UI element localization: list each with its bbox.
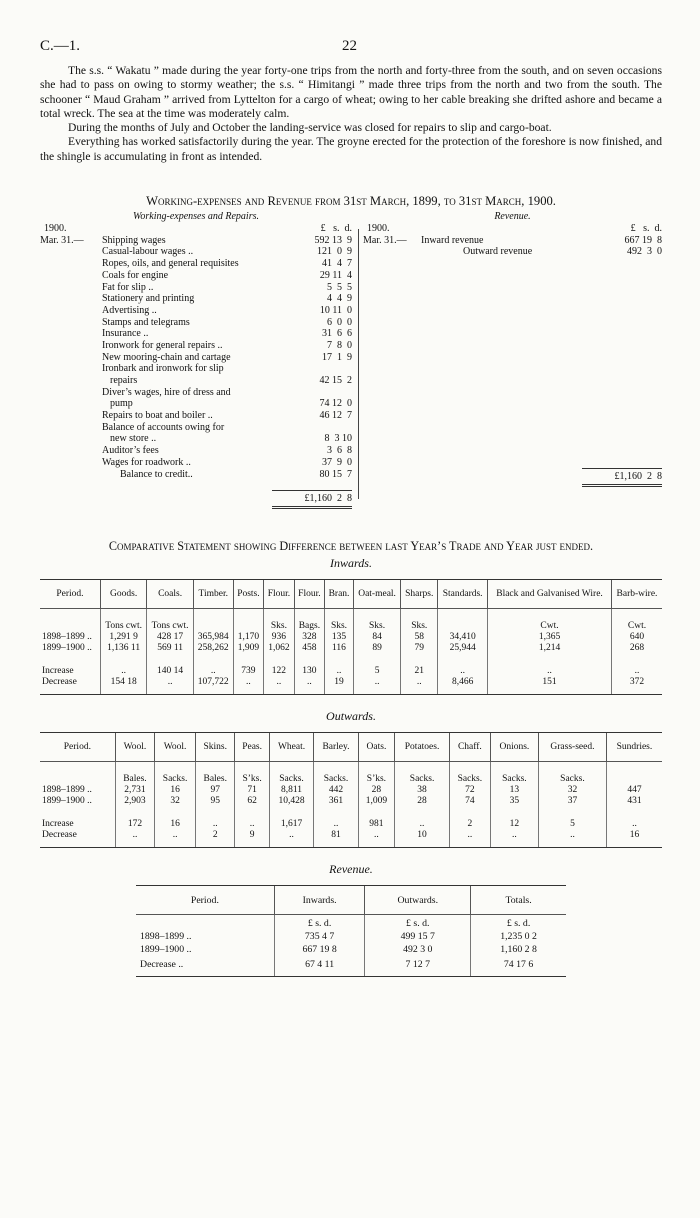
column-header: Period. [40,733,115,762]
table-header-row [136,886,566,915]
table-cell: 328 [294,632,324,643]
table-cell: 447 [606,785,662,796]
column-header: Peas. [235,733,269,762]
document-page [40,38,662,977]
unit-cell [40,774,115,785]
expenses-column [40,211,352,504]
unit-cell: Sacks. [539,774,607,785]
account-item-label: Wages for roadwork .. [102,456,191,468]
table-row [40,632,662,643]
column-header: Totals. [471,886,566,915]
table-cell: 107,722 [193,677,233,695]
table-cell: 151 [488,677,612,695]
table-cell: 9 [235,830,269,848]
inwards-heading: Inwards. [330,556,372,571]
expenses-list [40,235,352,480]
table-cell: .. [264,677,294,695]
inwards-table [40,579,662,695]
column-header: Sundries. [606,733,662,762]
table-cell: 981 [358,819,394,830]
year-label: 1900. [367,223,390,235]
account-item-amount: 8 3 10 [324,433,352,445]
difference-row [136,958,566,977]
date-label: Mar. 31.— [40,234,84,246]
account-row [40,282,352,294]
unit-cell: £ s. d. [365,917,471,930]
unit-cell [606,774,662,785]
table-cell: 1,291 9 [100,632,146,643]
account-row [40,246,352,258]
account-item-amount: 74 12 0 [319,398,352,410]
table-cell: 428 17 [147,632,193,643]
column-header: Potatoes. [395,733,450,762]
table-cell: .. [401,677,438,695]
table-cell: 739 [233,666,264,677]
table-header-row [40,580,662,609]
column-header: Period. [136,886,274,915]
money-header: £ s. d. [320,223,352,235]
table-cell: 74 [449,796,490,807]
revenue-heading: Revenue. [494,211,531,223]
table-cell: 10,428 [269,796,314,807]
revenue-total: £1,160 2 8 [614,471,662,483]
table-cell: .. [606,819,662,830]
table-cell: 499 15 7 [365,930,471,943]
unit-cell: Sacks. [314,774,358,785]
unit-cell: Sks. [401,621,438,632]
table-cell: 71 [235,785,269,796]
unit-cell [438,621,488,632]
account-row [40,445,352,457]
table-cell: 1899–1900 .. [42,643,92,654]
account-row [40,387,352,399]
outwards-table [40,732,662,848]
unit-cell: Tons cwt. [147,621,193,632]
table-cell: 442 [314,785,358,796]
table-cell: 140 14 [147,666,193,677]
table-cell: 81 [314,830,358,848]
account-item-amount: 17 1 9 [322,351,352,363]
accounts-statement [40,211,662,533]
table-cell: 268 [611,643,662,654]
document-reference: C.—1. [40,38,81,54]
page-number: 22 [342,38,357,54]
account-item-label: Balance of accounts owing for [102,421,225,433]
account-row [40,293,352,305]
table-cell: 667 19 8 [274,943,365,956]
table-cell: .. [233,677,264,695]
account-item-amount: 121 0 9 [317,246,352,258]
table-row [136,943,566,956]
table-cell: 372 [611,677,662,695]
column-header: Timber. [193,580,233,609]
unit-cell: S’ks. [235,774,269,785]
table-cell: .. [115,830,154,848]
table-cell: 13 [490,785,538,796]
table-header-row [40,733,662,762]
unit-cell: Sacks. [155,774,196,785]
unit-cell: £ s. d. [274,917,365,930]
table-cell: 122 [264,666,294,677]
unit-cell: Bags. [294,621,324,632]
table-cell: 97 [196,785,235,796]
table-cell: .. [438,666,488,677]
account-item-amount: 492 3 0 [627,246,662,258]
account-item-label: Coals for engine [102,269,169,281]
table-cell: .. [269,830,314,848]
account-row [40,258,352,270]
unit-cell: Bales. [196,774,235,785]
table-cell: 1,365 [488,632,612,643]
unit-cell: Sacks. [395,774,450,785]
account-item-label: Ropes, oils, and general requisites [102,258,239,270]
account-item-amount: 667 19 8 [624,234,662,246]
table-cell: 28 [395,796,450,807]
table-cell: 1899–1900 .. [42,796,92,807]
unit-cell: Sacks. [269,774,314,785]
account-item-label: Ironbark and ironwork for slip [102,363,224,375]
account-row [40,305,352,317]
table-cell: .. [196,819,235,830]
table-cell: 37 [539,796,607,807]
column-header: Barley. [314,733,358,762]
units-row [136,917,566,930]
column-header: Period. [40,580,100,609]
table-cell: 1,617 [269,819,314,830]
table-cell: 38 [395,785,450,796]
table-cell: 2,903 [115,796,154,807]
unit-cell: Bales. [115,774,154,785]
table-cell: .. [325,666,354,677]
column-header: Onions. [490,733,538,762]
table-cell: 5 [353,666,400,677]
account-row [40,317,352,329]
table-cell: 1,214 [488,643,612,654]
table-cell: 1899–1900 .. [140,944,192,956]
account-row [40,375,352,387]
account-item-label: Shipping wages [102,234,166,246]
account-row [40,422,352,434]
account-row [40,340,352,352]
table-cell: Increase [42,666,74,677]
table-row [136,930,566,943]
account-item-amount: 29 11 4 [319,269,352,281]
date-label: Mar. 31.— [363,234,407,246]
table-cell: 258,262 [193,643,233,654]
account-item-label: Outward revenue [463,246,533,258]
money-header: £ s. d. [630,223,662,235]
table-cell: 936 [264,632,294,643]
table-cell: 569 11 [147,643,193,654]
table-cell: 32 [539,785,607,796]
column-header: Posts. [233,580,264,609]
account-row [363,246,662,258]
unit-cell [233,621,264,632]
account-row [40,235,352,247]
table-cell: 10 [395,830,450,848]
account-item-label: Casual-labour wages .. [102,246,194,258]
account-item-label: Repairs to boat and boiler .. [102,410,213,422]
table-cell: .. [314,819,358,830]
account-row [40,328,352,340]
account-item-amount: 4 4 9 [327,293,352,305]
table-cell: .. [235,819,269,830]
table-cell: 1,136 11 [100,643,146,654]
difference-row [40,830,662,848]
table-cell: 5 [539,819,607,830]
table-cell: 32 [155,796,196,807]
column-header: Oats. [358,733,394,762]
table-cell: 58 [401,632,438,643]
table-cell: 1,009 [358,796,394,807]
account-item-amount: 37 9 0 [322,456,352,468]
table-cell: 21 [401,666,438,677]
table-cell: 12 [490,819,538,830]
column-header: Oat-meal. [353,580,400,609]
account-item-label: Ironwork for general repairs .. [102,339,223,351]
expenses-total: £1,160 2 8 [304,493,352,505]
table-cell: 1,909 [233,643,264,654]
column-header: Flour. [264,580,294,609]
table-cell: .. [358,830,394,848]
expenses-heading: Working-expenses and Repairs. [133,211,259,223]
units-row [40,774,662,785]
account-item-label: Auditor’s fees [102,445,159,457]
table-row [40,643,662,654]
difference-row [40,666,662,677]
table-cell: .. [539,830,607,848]
table-cell: 8,466 [438,677,488,695]
account-item-label: Insurance .. [102,328,149,340]
table-cell: .. [611,666,662,677]
outwards-heading: Outwards. [326,709,376,724]
table-cell: 62 [235,796,269,807]
unit-cell [40,621,100,632]
difference-row [40,819,662,830]
account-item-label: Diver’s wages, hire of dress and [102,386,231,398]
table-cell: 2 [196,830,235,848]
account-row [40,410,352,422]
account-row [40,457,352,469]
table-cell: 640 [611,632,662,643]
column-header: Goods. [100,580,146,609]
revenue-table-heading: Revenue. [329,862,373,877]
table-cell: 365,984 [193,632,233,643]
table-cell: 130 [294,666,324,677]
account-item-label: Balance to credit.. [120,468,193,480]
column-header: Grass-seed. [539,733,607,762]
table-cell: .. [395,819,450,830]
table-cell: .. [155,830,196,848]
column-header: Inwards. [274,886,365,915]
table-cell: 1,160 2 8 [471,943,566,956]
account-item-amount: 41 4 7 [322,258,352,270]
table-cell: .. [147,677,193,695]
table-cell: 67 4 11 [274,958,365,977]
unit-cell: £ s. d. [471,917,566,930]
accounts-title: Working-expenses and Revenue from 31st March, 1899, to 31st March, 1900. [146,194,556,209]
table-cell: 84 [353,632,400,643]
paragraph: During the months of July and October the landing-service was closed for repairs to slip and cargo-boat. [68,121,552,135]
table-cell: 74 17 6 [471,958,566,977]
revenue-list [363,235,662,258]
account-item-amount: 7 8 0 [327,339,352,351]
table-cell: 492 3 0 [365,943,471,956]
table-cell: 1,062 [264,643,294,654]
table-row [40,785,662,796]
account-item-amount: 42 15 2 [319,375,352,387]
account-item-amount: 6 0 0 [327,316,352,328]
account-item-amount: 3 6 8 [327,445,352,457]
table-cell: .. [490,830,538,848]
column-header: Outwards. [365,886,471,915]
account-row [40,469,352,481]
table-cell: 72 [449,785,490,796]
table-cell: 116 [325,643,354,654]
column-divider [358,229,359,499]
account-item-amount: 5 5 5 [327,281,352,293]
account-row [40,433,352,445]
year-label: 1900. [44,223,67,235]
table-cell: .. [294,677,324,695]
unit-cell: Sacks. [449,774,490,785]
table-cell: 735 4 7 [274,930,365,943]
account-row [40,363,352,375]
table-cell: 89 [353,643,400,654]
difference-row [40,677,662,695]
table-cell: 1898–1899 .. [42,632,92,643]
table-cell: 172 [115,819,154,830]
column-header: Flour. [294,580,324,609]
account-item-label: repairs [110,375,138,387]
table-cell: 19 [325,677,354,695]
units-row [40,621,662,632]
table-cell: 2 [449,819,490,830]
unit-cell [193,621,233,632]
unit-cell: Cwt. [611,621,662,632]
table-cell: .. [193,666,233,677]
account-item-label: Advertising .. [102,304,157,316]
table-cell: Decrease [40,677,100,695]
table-cell: 1,170 [233,632,264,643]
table-cell: .. [353,677,400,695]
account-item-label: pump [110,398,133,410]
table-cell: 154 18 [100,677,146,695]
account-item-amount: 80 15 7 [319,468,352,480]
table-cell: 8,811 [269,785,314,796]
table-cell: 135 [325,632,354,643]
column-header: Black and Galvanised Wire. [488,580,612,609]
account-item-label: Stamps and telegrams [102,316,190,328]
table-cell: 34,410 [438,632,488,643]
unit-cell: Sks. [264,621,294,632]
account-item-label: New mooring-chain and cartage [102,351,231,363]
table-cell: 361 [314,796,358,807]
account-row [40,398,352,410]
account-item-label: Inward revenue [421,234,484,246]
account-item-amount: 31 6 6 [322,328,352,340]
account-item-label: Stationery and printing [102,293,195,305]
unit-cell: Sks. [353,621,400,632]
unit-cell: Sacks. [490,774,538,785]
unit-cell: S’ks. [358,774,394,785]
table-cell: Decrease [40,830,115,848]
table-cell: 1898–1899 .. [140,931,192,943]
revenue-table [136,885,566,977]
table-cell: .. [100,666,146,677]
unit-cell [136,917,274,930]
account-row [40,270,352,282]
comparative-title: Comparative Statement showing Difference between last Year’s Trade and Year just ended. [108,539,594,554]
column-header: Sharps. [401,580,438,609]
column-header: Barb-wire. [611,580,662,609]
table-cell: 79 [401,643,438,654]
page-header [40,38,662,64]
table-cell: 1898–1899 .. [42,785,92,796]
paragraph: Everything has worked satisfactorily during the year. The groyne erected for the protection of the foreshore is now finished, and the shingle is accumulating in front as intended. [40,135,662,163]
table-cell: 2,731 [115,785,154,796]
column-header: Wheat. [269,733,314,762]
account-item-amount: 46 12 7 [319,410,352,422]
account-item-amount: 10 11 0 [319,304,352,316]
table-cell: 1,235 0 2 [471,930,566,943]
table-cell: 458 [294,643,324,654]
table-cell: Decrease .. [136,958,274,977]
column-header: Bran. [325,580,354,609]
unit-cell: Tons cwt. [100,621,146,632]
account-row [363,235,662,247]
table-cell: 16 [155,819,196,830]
table-cell: 28 [358,785,394,796]
table-cell: 431 [606,796,662,807]
column-header: Skins. [196,733,235,762]
account-item-label: Fat for slip .. [102,281,154,293]
revenue-column [363,211,662,482]
column-header: Coals. [147,580,193,609]
table-cell: 95 [196,796,235,807]
table-cell: 7 12 7 [365,958,471,977]
column-header: Chaff. [449,733,490,762]
table-cell: 16 [155,785,196,796]
table-cell: 16 [606,830,662,848]
table-cell: .. [449,830,490,848]
table-cell: 25,944 [438,643,488,654]
account-row [40,352,352,364]
column-header: Standards. [438,580,488,609]
column-header: Wool. [115,733,154,762]
table-cell: 35 [490,796,538,807]
account-item-label: new store .. [110,433,157,445]
unit-cell: Sks. [325,621,354,632]
paragraph: The s.s. “ Wakatu ” made during the year forty-one trips from the north and forty-three from the south, and on seven occasions she had to pass on owing to stormy weather; the s.s. “ Himitangi ” made three trips from the north and two from the south. The schooner “ Maud Graham ” arrived from Lyttelton for a cargo of wheat; owing to her cable breaking she drifted ashore and became a total wreck. The sea at the time was moderately calm. [40,64,662,120]
table-cell: Increase [42,819,74,830]
unit-cell: Cwt. [488,621,612,632]
table-row [40,796,662,807]
account-item-amount: 592 13 9 [314,234,352,246]
table-cell: .. [488,666,612,677]
column-header: Wool. [155,733,196,762]
